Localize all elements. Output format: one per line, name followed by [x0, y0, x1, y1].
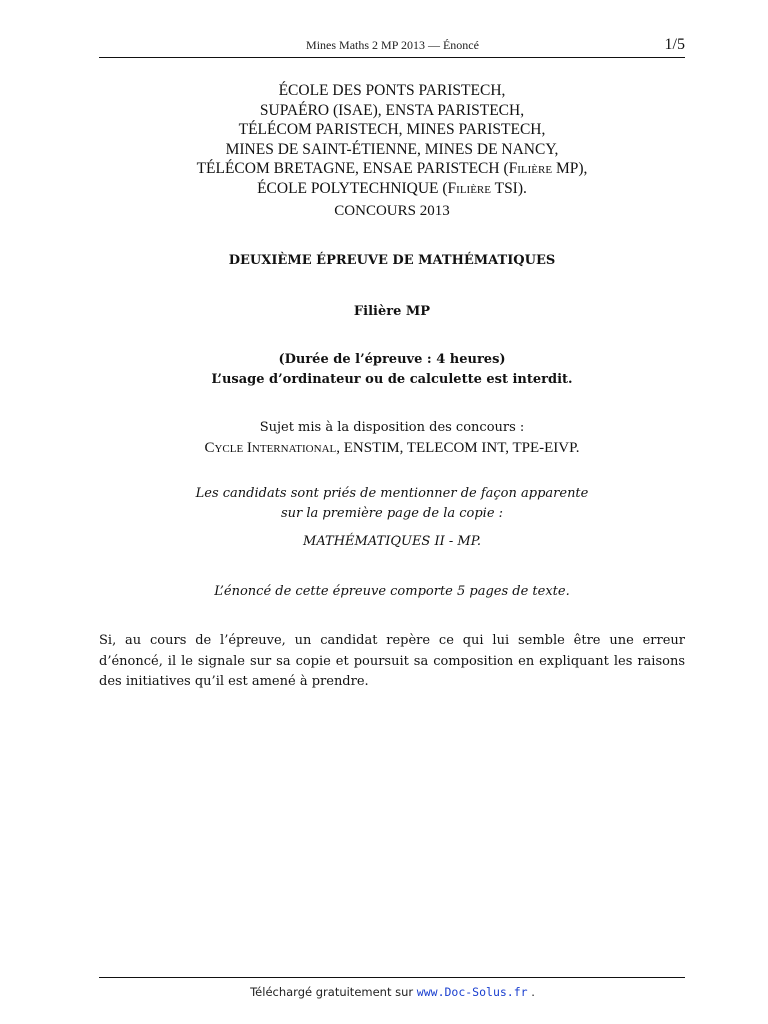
institution-text: MP), — [552, 160, 588, 177]
footer-text: . — [527, 985, 535, 999]
epreuve-title: DEUXIÈME ÉPREUVE DE MATHÉMATIQUES — [228, 253, 556, 268]
institution-line: ÉCOLE DES PONTS PARISTECH, — [278, 82, 506, 99]
concours-year: CONCOURS 2013 — [334, 203, 450, 219]
institution-text: TÉLÉCOM BRETAGNE, ENSAE PARISTECH ( — [196, 160, 509, 177]
footer-link[interactable]: www.Doc-Solus.fr — [416, 985, 528, 999]
duree-block — [99, 350, 685, 390]
concours-list-line — [99, 438, 685, 458]
candidats-line: sur la première page de la copie : — [280, 506, 504, 521]
institution-text: ÉCOLE POLYTECHNIQUE ( — [257, 179, 448, 197]
page-number: 1/5 — [664, 36, 685, 53]
filiere-label: Filière MP — [353, 304, 431, 319]
institution-line — [99, 159, 685, 179]
institution-line: TÉLÉCOM PARISTECH, MINES PARISTECH, — [238, 121, 546, 138]
running-header-title: Mines Maths 2 MP 2013 — Énoncé — [306, 38, 479, 52]
error-instructions-paragraph: Si, au cours de l’épreuve, un candidat repère ce qui lui semble être une erreur d’énoncé, il le signale sur sa copie et poursuit sa composition en expliquant les raisons des initiatives qu’il est amené à prendre. — [99, 633, 685, 689]
filiere-small-caps: Filière — [508, 160, 553, 177]
filiere-small-caps: Filière — [447, 179, 491, 197]
calculator-rule-line: L’usage d’ordinateur ou de calculette est interdit. — [211, 372, 573, 387]
page-count-note: L’énoncé de cette épreuve comporte 5 pages de texte. — [214, 584, 570, 599]
institutions-block — [99, 81, 685, 198]
sujet-block — [99, 418, 685, 458]
institution-text: TSI). — [491, 179, 527, 197]
institution-line: SUPAÉRO (ISAE), ENSTA PARISTECH, — [259, 101, 525, 119]
candidats-line: Les candidats sont priés de mentionner de façon apparente — [195, 486, 589, 501]
institution-line — [99, 179, 685, 199]
footer-text: Téléchargé gratuitement sur — [250, 985, 417, 999]
concours-list-text: , ENSTIM, TELECOM INT, TPE-EIVP. — [336, 440, 580, 456]
footer-rule — [99, 977, 685, 978]
sujet-line: Sujet mis à la disposition des concours : — [259, 420, 525, 435]
duree-line: (Durée de l’épreuve : 4 heures) — [278, 352, 506, 367]
cycle-international-text: Cycle International — [204, 440, 337, 456]
header-rule — [99, 57, 685, 58]
candidats-block — [99, 484, 685, 524]
institution-line: MINES DE SAINT-ÉTIENNE, MINES DE NANCY, — [225, 140, 559, 158]
subject-label: MATHÉMATIQUES II - MP. — [303, 534, 481, 549]
footer — [0, 985, 768, 999]
